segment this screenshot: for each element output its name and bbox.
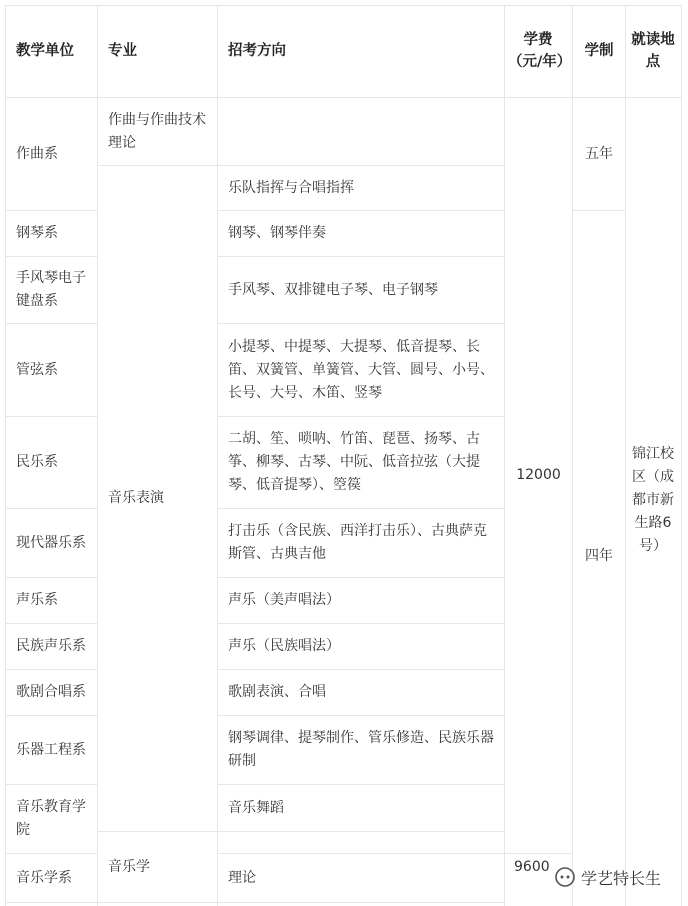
unit-cell: 作曲系 (16, 145, 58, 162)
unit-cell: 乐器工程系 (16, 741, 86, 758)
major-cell-musicology: 音乐学 (108, 858, 150, 875)
direction-cell: 钢琴、钢琴伴奏 (228, 225, 326, 241)
direction-cell: 声乐（美声唱法） (228, 592, 340, 608)
unit-cell: 现代器乐系 (16, 534, 86, 551)
unit-cell: 音乐教育学院 (16, 799, 86, 838)
unit-cell: 民乐系 (16, 454, 58, 470)
direction-cell: 二胡、笙、唢呐、竹笛、琵琶、扬琴、古筝、柳琴、古琴、中阮、低音拉弦（大提琴、低音提琴）、箜篌 (228, 431, 480, 493)
watermark-text: 学艺特长生 (581, 868, 662, 888)
header-location: 就读地点 (631, 32, 675, 70)
direction-cell: 理论 (228, 869, 256, 886)
location-cell: 锦江校区（成都市新生路6号） (632, 445, 674, 554)
wechat-account-icon (553, 865, 577, 889)
unit-cell: 音乐学系 (16, 869, 72, 886)
unit-cell: 声乐系 (16, 592, 58, 608)
header-major: 专业 (108, 43, 137, 59)
major-cell-performance: 音乐表演 (108, 490, 164, 506)
unit-cell: 管弦系 (16, 361, 58, 378)
duration-cell-four: 四年 (585, 548, 613, 564)
header-duration: 学制 (584, 43, 614, 59)
fee-cell-main: 12000 (516, 467, 561, 483)
unit-cell: 歌剧合唱系 (16, 684, 86, 700)
unit-cell: 钢琴系 (16, 225, 58, 241)
header-fee: 学费（元/年） (508, 32, 572, 70)
watermark (553, 864, 661, 890)
fee-cell-second: 9600 (514, 858, 550, 875)
direction-cell: 打击乐（含民族、西洋打击乐）、古典萨克斯管、古典吉他 (228, 523, 487, 562)
unit-cell: 手风琴电子键盘系 (16, 270, 86, 309)
unit-cell: 民族声乐系 (16, 638, 86, 654)
header-unit: 教学单位 (16, 43, 74, 59)
direction-cell: 歌剧表演、合唱 (228, 684, 326, 700)
direction-cell: 音乐舞蹈 (228, 799, 284, 816)
direction-cell: 手风琴、双排键电子琴、电子钢琴 (228, 281, 438, 298)
direction-cell: 钢琴调律、提琴制作、管乐修造、民族乐器研制 (228, 730, 494, 769)
major-cell: 作曲与作曲技术理论 (108, 111, 206, 151)
header-direction: 招考方向 (228, 43, 286, 59)
direction-cell: 声乐（民族唱法） (228, 638, 340, 654)
direction-cell: 小提琴、中提琴、大提琴、低音提琴、长笛、双簧管、单簧管、大管、圆号、小号、长号、大号、木笛、竖琴 (228, 338, 494, 401)
direction-cell: 乐队指挥与合唱指挥 (228, 179, 354, 196)
duration-cell-five: 五年 (585, 145, 613, 162)
